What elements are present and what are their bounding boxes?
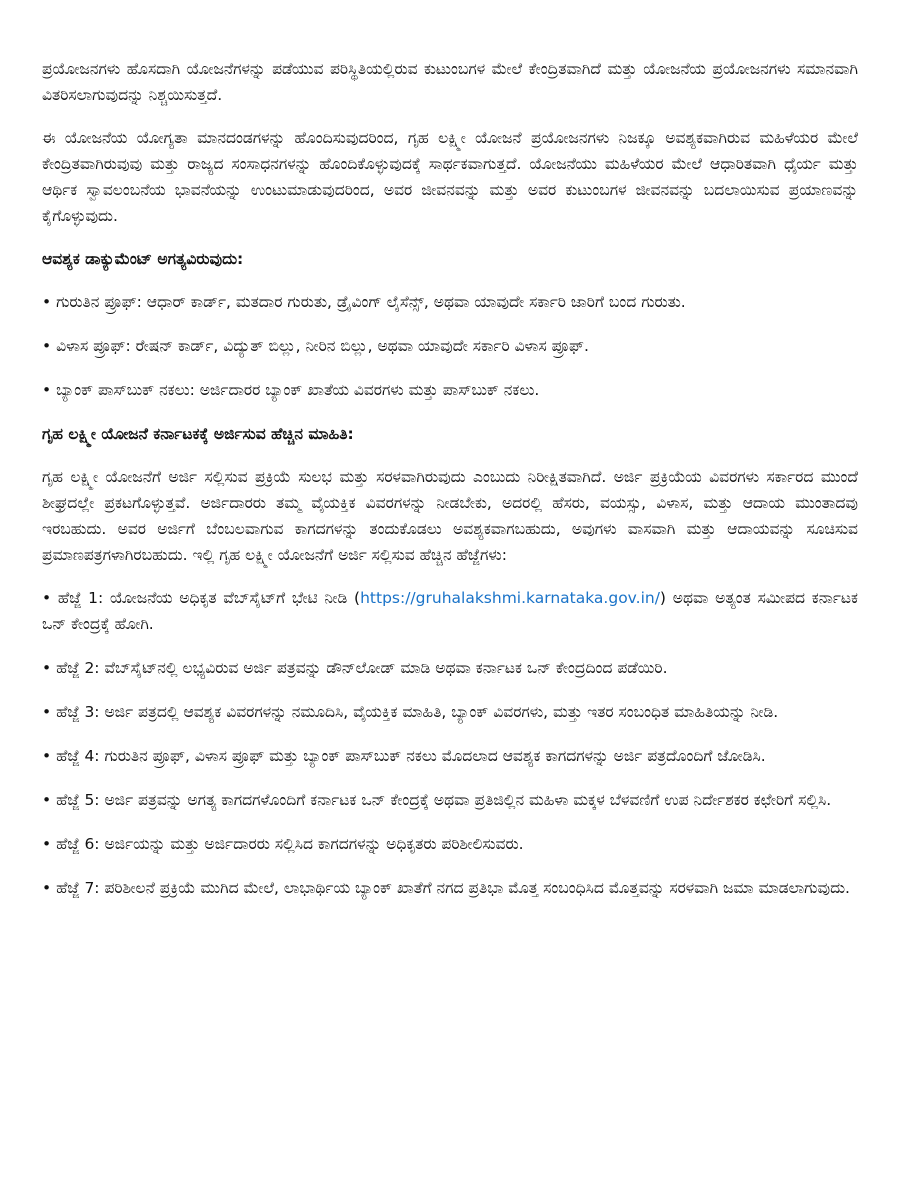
step-3: • ಹೆಜ್ಜೆ 3: ಅರ್ಜಿ ಪತ್ರದಲ್ಲಿ ಆವಶ್ಯಕ ವಿವರಗಳನ್ನು ನಮೂದಿಸಿ, ವೈಯಕ್ತಿಕ ಮಾಹಿತಿ, ಬ್ಯಾಂಕ್ ವಿವರಗಳು, ಮತ್ತು ಇತರ ಸಂಬಂಧಿತ ಮಾಹಿತಿಯನ್ನು ನೀಡಿ.: [42, 703, 779, 721]
document-item-id-proof: • ಗುರುತಿನ ಪ್ರೂಫ್: ಆಧಾರ್ ಕಾರ್ಡ್, ಮತದಾರ ಗುರುತು, ಡ್ರೈವಿಂಗ್ ಲೈಸೆನ್ಸ್, ಅಥವಾ ಯಾವುದೇ ಸರ್ಕಾರಿ ಜಾರಿಗೆ ಬಂದ ಗುರುತು.: [42, 293, 686, 311]
step-1: [42, 585, 858, 637]
step-1-text-before: • ಹೆಜ್ಜೆ 1: ಯೋಜನೆಯ ಅಧಿಕೃತ ವೆಬ್‌ಸೈಟ್‌ಗೆ ಭೇಟಿ ನೀಡಿ (: [42, 589, 361, 607]
intro-paragraph-2: ಈ ಯೋಜನೆಯ ಯೋಗ್ಯತಾ ಮಾನದಂಡಗಳನ್ನು ಹೊಂದಿಸುವುದರಿಂದ, ಗೃಹ ಲಕ್ಷ್ಮೀ ಯೋಜನೆ ಪ್ರಯೋಜನಗಳು ನಿಜಕ್ಕೂ ಅವಶ್ಯಕವಾಗಿರುವ ಮಹಿಳೆಯರ ಮೇಲೆ ಕೇಂದ್ರಿತವಾಗಿರುವುವು ಮತ್ತು ರಾಜ್ಯದ ಸಂಸಾಧನಗಳನ್ನು ಹೊಂದಿಕೊಳ್ಳುವುದಕ್ಕೆ ಸಾರ್ಥಕವಾಗುತ್ತದೆ. ಯೋಜನೆಯು ಮಹಿಳೆಯರ ಮೇಲೆ ಆಧಾರಿತವಾಗಿ ಧೈರ್ಯ ಮತ್ತು ಆರ್ಥಿಕ ಸ್ವಾವಲಂಬನೆಯ ಭಾವನೆಯನ್ನು ಉಂಟುಮಾಡುವುದರಿಂದ, ಅವರ ಜೀವನವನ್ನು ಮತ್ತು ಅವರ ಕುಟುಂಬಗಳ ಜೀವನವನ್ನು ಬದಲಾಯಿಸುವ ಪ್ರಯಾಣವನ್ನು ಕೈಗೊಳ್ಳುವುದು.: [42, 129, 858, 225]
apply-intro-paragraph: ಗೃಹ ಲಕ್ಷ್ಮೀ ಯೋಜನೆಗೆ ಅರ್ಜಿ ಸಲ್ಲಿಸುವ ಪ್ರಕ್ರಿಯೆ ಸುಲಭ ಮತ್ತು ಸರಳವಾಗಿರುವುದು ಎಂಬುದು ನಿರೀಕ್ಷಿತವಾಗಿದೆ. ಅರ್ಜಿ ಪ್ರಕ್ರಿಯೆಯ ವಿವರಗಳು ಸರ್ಕಾರದ ಮುಂದೆ ಶೀಘ್ರದಲ್ಲೇ ಪ್ರಕಟಗೊಳ್ಳುತ್ತವೆ. ಅರ್ಜಿದಾರರು ತಮ್ಮ ವೈಯಕ್ತಿಕ ವಿವರಗಳನ್ನು ನೀಡಬೇಕು, ಅದರಲ್ಲಿ ಹೆಸರು, ವಯಸ್ಸು, ವಿಳಾಸ, ಮತ್ತು ಆದಾಯ ಮುಂತಾದವು ಇರಬಹುದು. ಅವರ ಅರ್ಜಿಗೆ ಬೆಂಬಲವಾಗುವ ಕಾಗದಗಳನ್ನು ತಂದುಕೊಡಲು ಅವಶ್ಯಕವಾಗಬಹುದು, ಅವುಗಳು ವಾಸವಾಗಿ ಮತ್ತು ಆದಾಯವನ್ನು ಸೂಚಿಸುವ ಪ್ರಮಾಣಪತ್ರಗಳಾಗಿರಬಹುದು. ಇಲ್ಲಿ ಗೃಹ ಲಕ್ಷ್ಮೀ ಯೋಜನೆಗೆ ಅರ್ಜಿ ಸಲ್ಲಿಸುವ ಹೆಚ್ಚಿನ ಹೆಜ್ಜೆಗಳು:: [42, 468, 858, 564]
step-7: • ಹೆಜ್ಜೆ 7: ಪರಿಶೀಲನೆ ಪ್ರಕ್ರಿಯೆ ಮುಗಿದ ಮೇಲೆ, ಲಾಭಾರ್ಥಿಯ ಬ್ಯಾಂಕ್ ಖಾತೆಗೆ ನಗದ ಪ್ರತಿಭಾ ಮೊತ್ತ ಸಂಬಂಧಿಸಿದ ಮೊತ್ತವನ್ನು ಸರಳವಾಗಿ ಜಮಾ ಮಾಡಲಾಗುವುದು.: [42, 879, 850, 897]
step-4: • ಹೆಜ್ಜೆ 4: ಗುರುತಿನ ಪ್ರೂಫ್, ವಿಳಾಸ ಪ್ರೂಫ್ ಮತ್ತು ಬ್ಯಾಂಕ್ ಪಾಸ್‌ಬುಕ್ ನಕಲು ಮೊದಲಾದ ಆವಶ್ಯಕ ಕಾಗದಗಳನ್ನು ಅರ್ಜಿ ಪತ್ರದೊಂದಿಗೆ ಜೋಡಿಸಿ.: [42, 747, 766, 765]
step-6: • ಹೆಜ್ಜೆ 6: ಅರ್ಜಿಯನ್ನು ಮತ್ತು ಅರ್ಜಿದಾರರು ಸಲ್ಲಿಸಿದ ಕಾಗದಗಳನ್ನು ಅಧಿಕೃತರು ಪರಿಶೀಲಿಸುವರು.: [42, 835, 524, 853]
intro-paragraph-1: ಪ್ರಯೋಜನಗಳು ಹೊಸದಾಗಿ ಯೋಜನೆಗಳನ್ನು ಪಡೆಯುವ ಪರಿಸ್ಥಿತಿಯಲ್ಲಿರುವ ಕುಟುಂಬಗಳ ಮೇಲೆ ಕೇಂದ್ರಿತವಾಗಿದೆ ಮತ್ತು ಯೋಜನೆಯ ಪ್ರಯೋಜನಗಳು ಸಮಾನವಾಗಿ ವಿತರಿಸಲಾಗುವುದನ್ನು ನಿಶ್ಚಯಿಸುತ್ತದೆ.: [42, 60, 858, 104]
step-2: • ಹೆಜ್ಜೆ 2: ವೆಬ್‌ಸೈಟ್‌ನಲ್ಲಿ ಲಭ್ಯವಿರುವ ಅರ್ಜಿ ಪತ್ರವನ್ನು ಡೌನ್‌ಲೋಡ್ ಮಾಡಿ ಅಥವಾ ಕರ್ನಾಟಕ ಒನ್ ಕೇಂದ್ರದಿಂದ ಪಡೆಯಿರಿ.: [42, 659, 668, 677]
document-item-passbook: • ಬ್ಯಾಂಕ್ ಪಾಸ್‌ಬುಕ್ ನಕಲು: ಅರ್ಜಿದಾರರ ಬ್ಯಾಂಕ್ ಖಾತೆಯ ವಿವರಗಳು ಮತ್ತು ಪಾಸ್‌ಬುಕ್ ನಕಲು.: [42, 381, 540, 399]
documents-heading: ಆವಶ್ಯಕ ಡಾಕ್ಯುಮೆಂಟ್ ಅಗತ್ಯವಿರುವುದು:: [42, 250, 244, 268]
document-item-address-proof: • ವಿಳಾಸ ಪ್ರೂಫ್: ರೇಷನ್ ಕಾರ್ಡ್, ವಿದ್ಯುತ್ ಬಿಲ್ಲು, ನೀರಿನ ಬಿಲ್ಲು, ಅಥವಾ ಯಾವುದೇ ಸರ್ಕಾರಿ ವಿಳಾಸ ಪ್ರೂಫ್.: [42, 337, 589, 355]
apply-heading: ಗೃಹ ಲಕ್ಷ್ಮೀ ಯೋಜನೆ ಕರ್ನಾಟಕಕ್ಕೆ ಅರ್ಜಿಸುವ ಹೆಚ್ಚಿನ ಮಾಹಿತಿ:: [42, 425, 354, 443]
step-1-text-after: ) ಅಥವಾ ಅತ್ಯಂತ ಸಮೀಪದ ಕರ್ನಾಟಕ ಒನ್ ಕೇಂದ್ರಕ್ಕೆ ಹೋಗಿ.: [42, 589, 858, 633]
official-website-link[interactable]: https://gruhalakshmi.karnataka.gov.in/: [360, 589, 660, 607]
step-5: • ಹೆಜ್ಜೆ 5: ಅರ್ಜಿ ಪತ್ರವನ್ನು ಅಗತ್ಯ ಕಾಗದಗಳೊಂದಿಗೆ ಕರ್ನಾಟಕ ಒನ್ ಕೇಂದ್ರಕ್ಕೆ ಅಥವಾ ಪ್ರತಿಜಿಲ್ಲಿನ ಮಹಿಳಾ ಮಕ್ಕಳ ಬೆಳವಣಿಗೆ ಉಪ ನಿರ್ದೇಶಕರ ಕಛೇರಿಗೆ ಸಲ್ಲಿಸಿ.: [42, 791, 832, 809]
